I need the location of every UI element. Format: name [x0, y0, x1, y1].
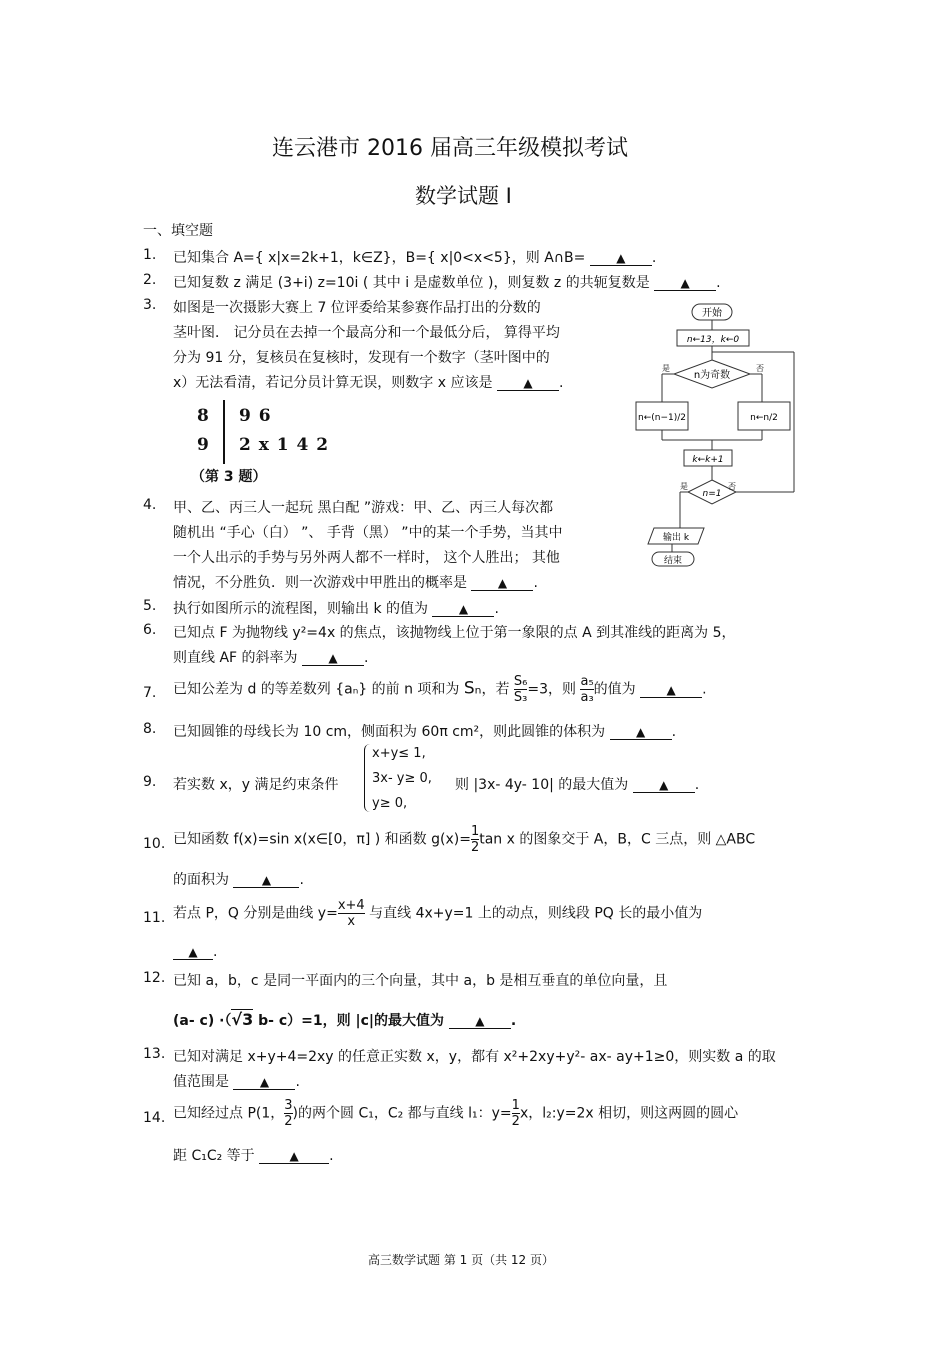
q10-line-1: 已知函数 f(x)=sin x(x∈[0，π] ) 和函数 g(x)= $\frac{1}{2}$ tan x 的图象交于 A，B，C 三点，则 △ABC: [173, 824, 756, 855]
q14-fraction-2: $\frac{1}{2}$: [511, 1098, 520, 1129]
q10-line-2: 的面积为 ▲ .: [173, 872, 304, 888]
q5-answer-blank: ▲: [432, 602, 494, 617]
q4-answer-blank: ▲: [471, 576, 533, 591]
q8-number: 8.: [143, 721, 157, 737]
page-subtitle: 数学试题 Ⅰ: [415, 184, 512, 208]
q14-fraction-1: $\frac{3}{2}$: [284, 1098, 293, 1129]
q4-line-3: 一个人出示的手势与另外两人都不一样时， 这个人胜出； 其他: [173, 550, 560, 566]
q11-fraction: $\frac{x+4}{x}$: [337, 898, 365, 929]
q7-fraction-2: $\frac{\text{a₅}}{\text{a₃}}$: [580, 674, 594, 705]
flow-no-2: 否: [728, 482, 736, 491]
q1-number: 1.: [143, 247, 157, 263]
q7-answer-blank: ▲: [640, 683, 702, 698]
page-footer: 高三数学试题 第 1 页（共 12 页）: [368, 1253, 554, 1267]
flow-cond1-label: n为奇数: [693, 370, 731, 381]
q4-line-1: 甲、乙、丙三人一起玩 黑白配 ”游戏：甲、乙、丙三人每次都: [173, 500, 554, 516]
stem-divider: [223, 400, 225, 464]
flow-update-label: k←k+1: [692, 455, 724, 465]
q9-constraint-2: 3x- y≥ 0,: [372, 771, 432, 786]
flow-left-label: n←(n−1)/2: [638, 413, 686, 423]
q2-number: 2.: [143, 272, 157, 288]
q14-answer-blank: ▲: [259, 1149, 329, 1164]
section-heading: 一、填空题: [143, 223, 213, 239]
q10-fraction: $\frac{1}{2}$: [470, 824, 480, 855]
q9-constraint-3: y≥ 0,: [372, 796, 408, 811]
q8-text: 已知圆锥的母线长为 10 cm，侧面积为 60π cm²，则此圆锥的体积为 ▲ .: [173, 724, 677, 740]
flow-no-1: 否: [756, 364, 764, 373]
q12-line-1: 已知 a，b，c 是同一平面内的三个向量，其中 a，b 是相互垂直的单位向量，且: [173, 973, 668, 989]
page-title: 连云港市 2016 届高三年级模拟考试: [272, 136, 628, 161]
q6-number: 6.: [143, 622, 157, 638]
q9-number: 9.: [143, 774, 157, 790]
flow-init-label: n←13，k←0: [686, 335, 740, 345]
flow-end-label: 结束: [663, 556, 683, 566]
q11-line-1: 若点 P，Q 分别是曲线 y= $\frac{x+4}{x}$ 与直线 4x+y=1 上的动点，则线段 PQ 长的最小值为: [173, 898, 703, 929]
leaves-8: 9 6: [239, 406, 272, 426]
q3-answer-blank: ▲: [497, 376, 559, 391]
stem-leaf-caption: （第 3 题）: [191, 469, 267, 485]
q11-number: 11.: [143, 910, 166, 926]
q3-line-3: 分为 91 分，复核员在复核时，发现有一个数字（茎叶图中的: [173, 350, 550, 366]
stem-leaf-plot: [185, 400, 365, 490]
q14-number: 14.: [143, 1110, 166, 1126]
flow-yes-2: 是: [680, 482, 688, 491]
flow-yes-1: 是: [662, 364, 670, 373]
q12-number: 12.: [143, 970, 166, 986]
q7-text: 已知公差为 d 的等差数列 {aₙ} 的前 n 项和为 Sₙ，若 $\frac{\text{S₆}}{\text{S₃}}$ =3，则 $\frac{\text{a₅}}{\text{a₃}}$ 的值为 ▲ .: [173, 674, 707, 705]
q13-number: 13.: [143, 1046, 166, 1062]
q4-line-2: 随机出 “手心（白） ”、 手背（黑） ”中的某一个手势，当其中: [173, 525, 563, 541]
flow-cond2-label: n=1: [702, 489, 722, 499]
flow-output-label: 输出 k: [662, 533, 690, 543]
stem-9: 9: [197, 435, 209, 455]
q13-answer-blank: ▲: [233, 1075, 295, 1090]
q3-line-1: 如图是一次摄影大赛上 7 位评委给某参赛作品打出的分数的: [173, 300, 541, 316]
q9-answer-blank: ▲: [633, 778, 695, 793]
q6-line-2: 则直线 AF 的斜率为 ▲ .: [173, 650, 369, 666]
q6-answer-blank: ▲: [302, 651, 364, 666]
q5-text: 执行如图所示的流程图，则输出 k 的值为 ▲ .: [173, 601, 499, 617]
q13-line-1: 已知对满足 x+y+4=2xy 的任意正实数 x，y，都有 x²+2xy+y²- ax- ay+1≥0，则实数 a 的取: [173, 1049, 776, 1065]
leaves-9: 2 x 1 4 2: [239, 435, 330, 455]
q3-number: 3.: [143, 297, 157, 313]
q11-answer-blank: ▲: [173, 945, 213, 960]
flowchart: [632, 300, 802, 570]
q13-line-2: 值范围是 ▲ .: [173, 1074, 300, 1090]
flow-start-label: 开始: [702, 308, 722, 319]
q2-text: 已知复数 z 满足 (3+i) z=10i ( 其中 i 是虚数单位 )，则复数 z 的共轭复数是 ▲ .: [173, 275, 721, 291]
q7-number: 7.: [143, 685, 157, 701]
q7-fraction-1: $\frac{\text{S₆}}{\text{S₃}}$: [513, 674, 528, 705]
q10-answer-blank: ▲: [233, 873, 299, 888]
q9-text-b: 则 |3x- 4y- 10| 的最大值为 ▲ .: [455, 777, 700, 793]
q2-answer-blank: ▲: [654, 276, 716, 291]
stem-8: 8: [197, 406, 209, 426]
flow-right-label: n←n/2: [750, 413, 778, 423]
q5-number: 5.: [143, 598, 157, 614]
q12-line-2: (a- c) ·（√3 b- c）=1，则 |c|的最大值为 ▲ .: [173, 1010, 517, 1029]
q9-text-a: 若实数 x，y 满足约束条件: [173, 777, 339, 793]
q4-number: 4.: [143, 497, 157, 513]
q12-answer-blank: ▲: [449, 1014, 511, 1029]
q1-text: 已知集合 A={ x|x=2k+1，k∈Z}，B={ x|0<x<5}，则 A∩B= ▲ .: [173, 250, 657, 266]
q3-line-2: 茎叶图． 记分员在去掉一个最高分和一个最低分后， 算得平均: [173, 325, 560, 341]
q9-constraint-1: x+y≤ 1,: [372, 746, 426, 761]
q4-line-4: 情况，不分胜负．则一次游戏中甲胜出的概率是 ▲ .: [173, 575, 538, 591]
q8-answer-blank: ▲: [610, 725, 672, 740]
q3-line-4: x）无法看清，若记分员计算无误，则数字 x 应该是 ▲ .: [173, 375, 564, 391]
q1-answer-blank: ▲: [590, 251, 652, 266]
q14-line-1: 已知经过点 P(1， $\frac{3}{2}$ )的两个圆 C₁，C₂ 都与直线 l₁：y= $\frac{1}{2}$ x，l₂:y=2x 相切，则这两圆的圆心: [173, 1098, 739, 1129]
q6-line-1: 已知点 F 为抛物线 y²=4x 的焦点，该抛物线上位于第一象限的点 A 到其准线的距离为 5，: [173, 625, 736, 641]
q14-line-2: 距 C₁C₂ 等于 ▲ .: [173, 1148, 334, 1164]
q10-number: 10.: [143, 836, 166, 852]
q11-line-2: ▲ .: [173, 944, 217, 960]
